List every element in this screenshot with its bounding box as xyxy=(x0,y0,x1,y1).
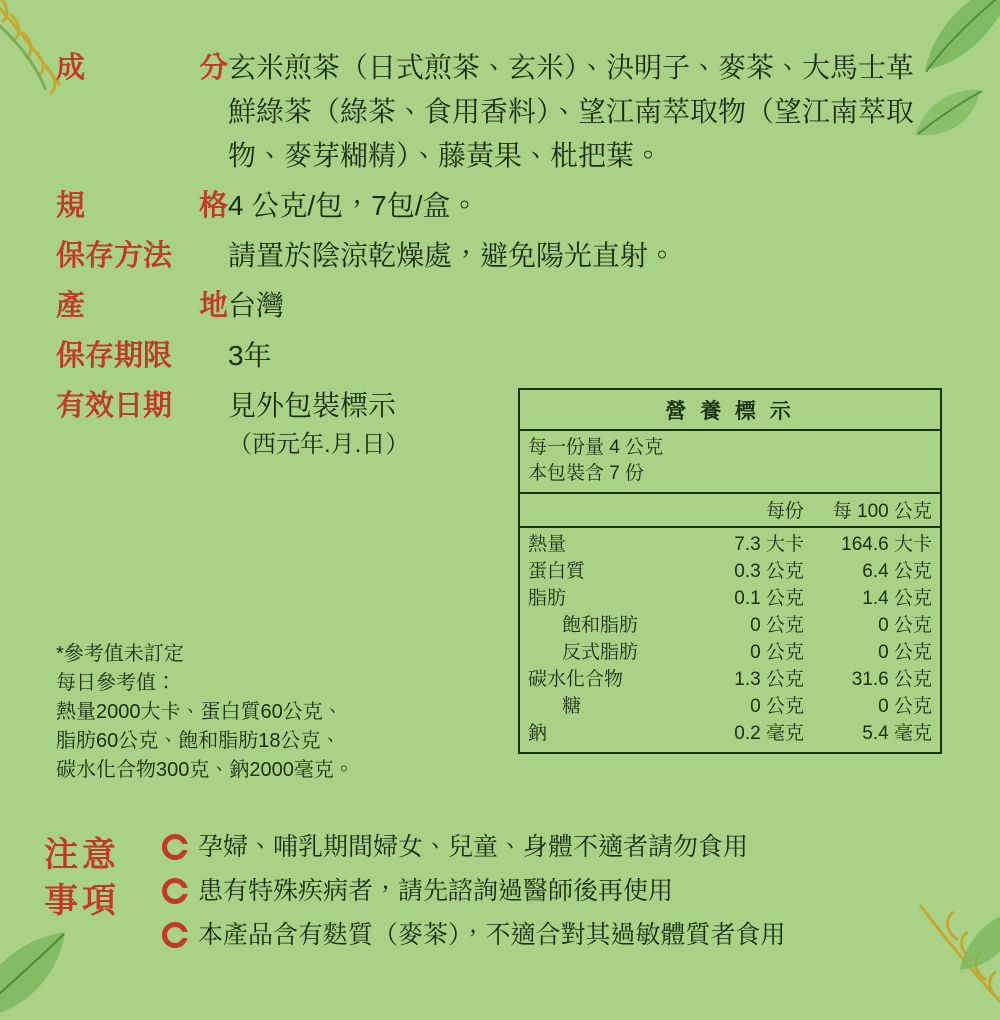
nutrient-per-100g: 1.4 公克 xyxy=(862,588,932,609)
list-item xyxy=(162,916,974,954)
spec-row-shelf-life xyxy=(56,334,956,378)
spec-label-char: 產 xyxy=(56,290,86,322)
spec-label-char: 格 xyxy=(198,190,228,222)
ref-note-line-5: 碳水化合物300克、鈉2000毫克。 xyxy=(56,759,354,781)
spec-value-ingredients: 玄米煎茶（日式煎茶、玄米）、決明子、麥茶、大馬士革鮮綠茶（綠茶、食用香料）、望江南萃取物（望江南萃取物、麥芽糊精）、藤黃果、枇把葉。 xyxy=(228,52,915,171)
warnings-section xyxy=(44,828,974,960)
warning-text: 孕婦、哺乳期間婦女、兒童、身體不適者請勿食用 xyxy=(198,833,749,861)
nutrient-per-100g: 0 公克 xyxy=(878,696,932,717)
list-item xyxy=(162,872,974,910)
table-row xyxy=(528,693,932,720)
warnings-label xyxy=(44,828,162,960)
spec-label-shelf-life: 保存期限 xyxy=(56,340,173,372)
ref-note-line-2: 每日參考值： xyxy=(56,672,176,694)
warnings-list xyxy=(162,828,974,960)
spec-row-origin xyxy=(56,284,956,328)
nutrient-per-100g: 0 公克 xyxy=(878,642,932,663)
ref-note-line-1: *參考值未訂定 xyxy=(56,643,184,665)
nutrient-name: 脂肪 xyxy=(528,588,567,609)
nutrient-per-100g: 0 公克 xyxy=(878,615,932,636)
nutrient-per-serving: 7.3 大卡 xyxy=(734,534,804,555)
table-row xyxy=(528,585,932,612)
spec-label-ingredients xyxy=(56,46,228,90)
c-bullet-icon xyxy=(162,878,188,904)
nutrition-serving-info xyxy=(520,431,940,494)
nutrient-per-serving: 0.3 公克 xyxy=(734,561,804,582)
warnings-label-line-1: 注意 xyxy=(44,836,120,874)
nutrient-per-serving: 0 公克 xyxy=(750,696,804,717)
spec-row-specification xyxy=(56,184,956,228)
warnings-label-line-2: 事項 xyxy=(44,882,120,920)
spec-label-char: 成 xyxy=(56,52,86,84)
c-bullet-icon xyxy=(162,834,188,860)
spec-label-char: 分 xyxy=(198,52,228,84)
nutrient-per-serving: 0.2 毫克 xyxy=(734,723,804,744)
nutrient-name: 熱量 xyxy=(528,534,567,555)
spec-value-expiry-main: 見外包裝標示 xyxy=(228,390,397,421)
nutrient-name: 鈉 xyxy=(528,723,548,744)
nutrition-title: 營 養 標 示 xyxy=(520,390,940,431)
table-row xyxy=(528,720,932,747)
table-row xyxy=(528,639,932,666)
spec-label-storage: 保存方法 xyxy=(56,240,173,272)
nutrition-facts-table xyxy=(518,388,942,754)
warning-text: 患有特殊疾病者，請先諮詢過醫師後再使用 xyxy=(198,877,674,905)
spec-value-expiry xyxy=(228,384,409,462)
spec-label-origin xyxy=(56,284,228,328)
spec-value-shelf-life: 3年 xyxy=(228,340,272,371)
spec-value-specification: 4 公克/包，7包/盒。 xyxy=(228,190,479,221)
spec-row-storage xyxy=(56,234,956,278)
servings-per-pack: 本包裝含 7 份 xyxy=(528,463,645,484)
nutrient-per-serving: 0 公克 xyxy=(750,615,804,636)
daily-reference-note xyxy=(56,640,456,785)
nutrient-name: 飽和脂肪 xyxy=(562,615,639,636)
column-header-per-serving: 每份 xyxy=(765,501,804,522)
spec-value-expiry-format: （西元年.月.日） xyxy=(228,431,410,458)
nutrient-per-100g: 5.4 毫克 xyxy=(862,723,932,744)
nutrient-per-100g: 6.4 公克 xyxy=(862,561,932,582)
nutrient-per-serving: 0.1 公克 xyxy=(734,588,804,609)
spec-label-specification xyxy=(56,184,228,228)
nutrient-per-100g: 164.6 大卡 xyxy=(841,534,932,555)
nutrition-rows xyxy=(520,528,940,752)
table-row xyxy=(528,531,932,558)
spec-value-storage: 請置於陰涼乾燥處，避免陽光直射。 xyxy=(228,240,677,271)
table-row xyxy=(528,558,932,585)
spec-row-ingredients xyxy=(56,46,956,178)
spec-label-expiry: 有效日期 xyxy=(56,390,173,422)
table-row xyxy=(528,666,932,693)
ref-note-line-4: 脂肪60公克、飽和脂肪18公克、 xyxy=(56,730,341,752)
nutrient-per-serving: 0 公克 xyxy=(750,642,804,663)
spec-value-origin: 台灣 xyxy=(228,290,285,321)
table-row xyxy=(528,612,932,639)
spec-label-char: 規 xyxy=(56,190,86,222)
nutrition-column-headers xyxy=(520,494,940,528)
ref-note-line-3: 熱量2000大卡、蛋白質60公克、 xyxy=(56,701,343,723)
c-bullet-icon xyxy=(162,922,188,948)
list-item xyxy=(162,828,974,866)
nutrient-name: 碳水化合物 xyxy=(528,669,624,690)
nutrient-name: 反式脂肪 xyxy=(562,642,639,663)
nutrient-name: 糖 xyxy=(562,696,582,717)
spec-label-char: 地 xyxy=(198,290,228,322)
nutrient-per-100g: 31.6 公克 xyxy=(851,669,932,690)
column-header-per-100g: 每 100 公克 xyxy=(832,501,932,522)
serving-size: 每一份量 4 公克 xyxy=(528,437,664,458)
nutrient-name: 蛋白質 xyxy=(528,561,586,582)
warning-text: 本產品含有麩質（麥茶），不適合對其過敏體質者食用 xyxy=(198,921,786,949)
nutrient-per-serving: 1.3 公克 xyxy=(734,669,804,690)
